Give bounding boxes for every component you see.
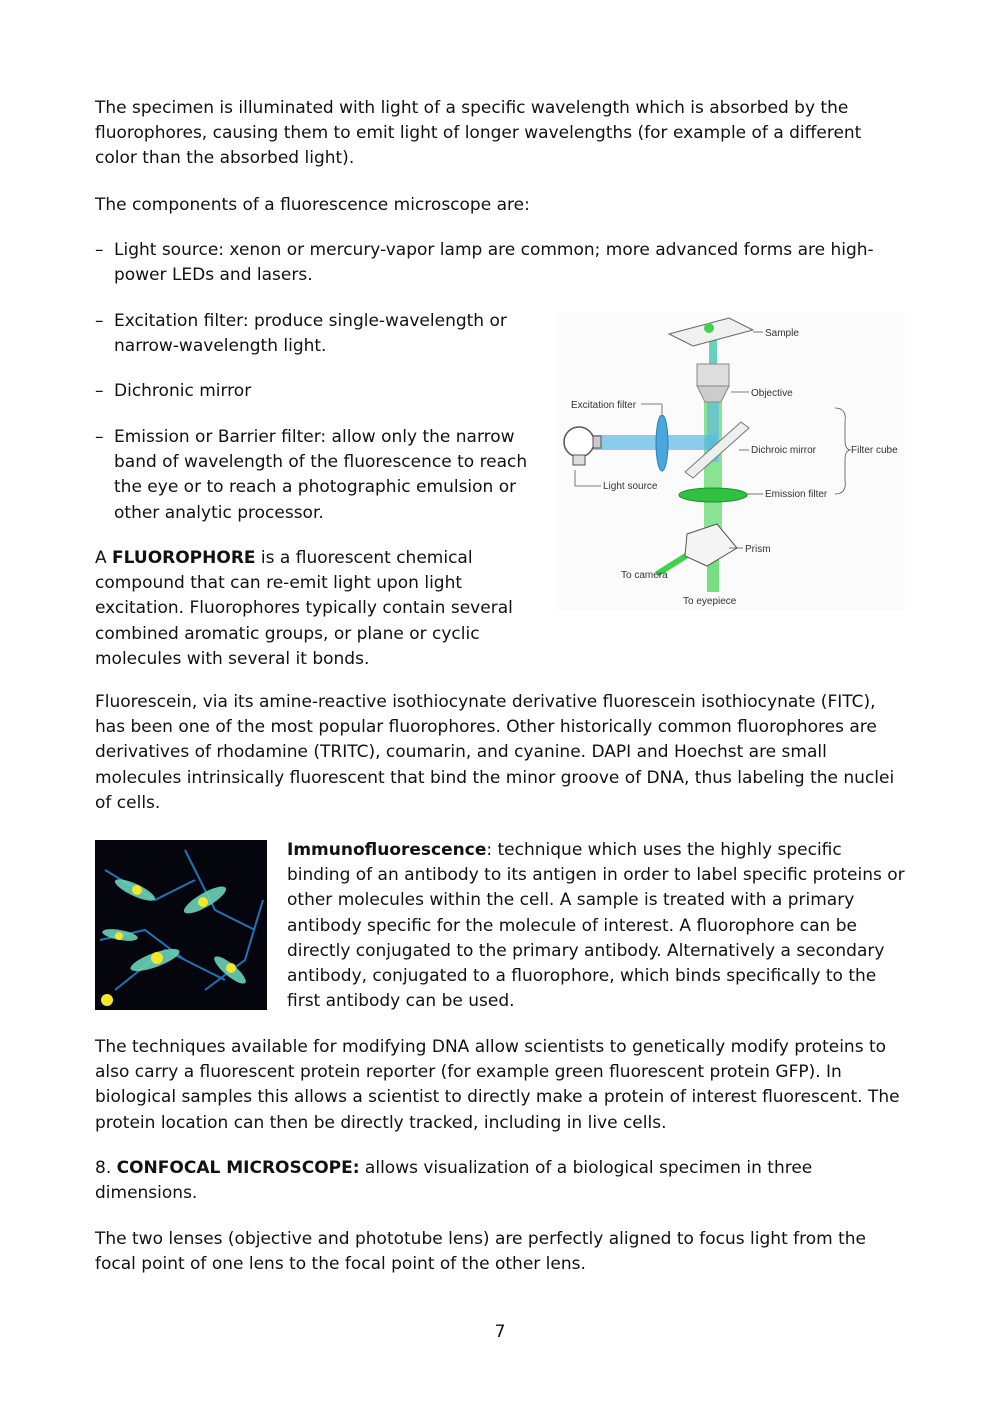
immunofluorescence-cells-image	[95, 840, 267, 1010]
immunofluorescence-text: : technique which uses the highly specific binding of an antibody to its antigen in order to label specific proteins or other molecules within the cell. A sample is treated with a primary antibody specific for the molecule of interest. A fluorophore can be directly conjugated to the primary antibody. Alternatively a secondary antibody, conjugated to a fluorophore, which binds specifically to the first antibody can be used.	[287, 840, 905, 1012]
label-light-source: Light source	[603, 481, 658, 492]
label-objective: Objective	[751, 388, 793, 399]
list-item-text: Excitation filter: produce single-wavelength or narrow-wavelength light.	[114, 311, 507, 357]
list-item-text: Dichronic mirror	[114, 381, 252, 401]
confocal-text: allows visualization of a biological specimen in three dimensions.	[95, 1158, 813, 1204]
cell-nucleus	[115, 932, 123, 940]
label-excitation-filter: Excitation filter	[571, 400, 637, 411]
objective-body	[697, 364, 729, 386]
diagram-background	[557, 312, 905, 610]
list-dash: –	[95, 240, 104, 260]
immunofluorescence-paragraph	[287, 838, 907, 1014]
label-to-camera: To camera	[621, 570, 668, 581]
fluorophore-paragraph	[95, 546, 530, 672]
list-dash: –	[95, 381, 104, 401]
list-item-emission-filter	[95, 425, 550, 526]
label-to-eyepiece: To eyepiece	[683, 596, 737, 607]
emission-filter	[679, 488, 747, 502]
excitation-filter	[656, 415, 668, 471]
intro-paragraph: The specimen is illuminated with light of a specific wavelength which is absorbed by the fluorophores, causing them to emit light of longer wavelengths (for example of a different color than the absorbed light).	[95, 98, 862, 169]
page-number: 7	[494, 1322, 506, 1342]
excitation-beam	[593, 435, 717, 450]
label-emission-filter: Emission filter	[765, 489, 828, 500]
cell-nucleus	[132, 885, 142, 895]
cell-nucleus	[198, 897, 208, 907]
light-bulb	[564, 427, 594, 457]
fluorescence-microscope-diagram	[557, 312, 905, 610]
sample-spot	[704, 323, 714, 333]
lenses-paragraph: The two lenses (objective and phototube lens) are perfectly aligned to focus light from the focal point of one lens to the focal point of the other lens.	[95, 1229, 867, 1275]
bulb-base	[573, 455, 585, 465]
list-dash: –	[95, 427, 104, 447]
label-dichroic-mirror: Dichroic mirror	[751, 445, 816, 456]
list-item-text: Light source: xenon or mercury-vapor lamp are common; more advanced forms are high-power LEDs and lasers.	[114, 240, 874, 286]
list-dash: –	[95, 311, 104, 331]
fluorophore-term: FLUOROPHORE	[112, 548, 256, 568]
cell-nucleus	[151, 952, 163, 964]
confocal-paragraph	[95, 1156, 855, 1206]
cell-nucleus	[101, 994, 113, 1006]
list-item-dichronic-mirror	[95, 379, 545, 404]
label-sample: Sample	[765, 328, 799, 339]
list-item-light-source	[95, 238, 895, 288]
fluorophore-text: is a fluorescent chemical compound that can re-emit light upon light excitation. Fluorophores typically contain several combined aromatic groups, or plane or cyclic molecules with several it bonds.	[95, 548, 513, 669]
dna-paragraph: The techniques available for modifying DNA allow scientists to genetically modify proteins to also carry a fluorescent protein reporter (for example green fluorescent protein GFP). In biological samples this allows a scientist to directly make a protein of interest fluorescent. The protein location can then be directly tracked, including in live cells.	[95, 1037, 900, 1133]
list-item-text: Emission or Barrier filter: allow only the narrow band of wavelength of the fluorescence to reach the eye or to reach a photographic emulsion or other analytic processor.	[114, 427, 528, 523]
immunofluorescence-term: Immunofluorescence	[287, 840, 487, 860]
label-filter-cube: Filter cube	[851, 445, 898, 456]
cell-nucleus	[226, 963, 236, 973]
lamp-connector	[593, 436, 601, 448]
list-item-excitation-filter	[95, 309, 545, 359]
fitc-paragraph: Fluorescein, via its amine-reactive isothiocynate derivative fluorescein isothiocynate (FITC), has been one of the most popular fluorophores. Other historically common fluorophores are derivatives of rhodamine (TRITC), coumarin, and cyanine. DAPI and Hoechst are small molecules intrinsically fluorescent that bind the minor groove of DNA, thus labeling the nuclei of cells.	[95, 692, 895, 813]
label-prism: Prism	[745, 544, 771, 555]
section-number: 8.	[95, 1158, 117, 1178]
fluorophore-prefix: A	[95, 548, 113, 568]
confocal-term: CONFOCAL MICROSCOPE:	[116, 1158, 360, 1178]
components-intro: The components of a fluorescence microscope are:	[95, 195, 530, 215]
